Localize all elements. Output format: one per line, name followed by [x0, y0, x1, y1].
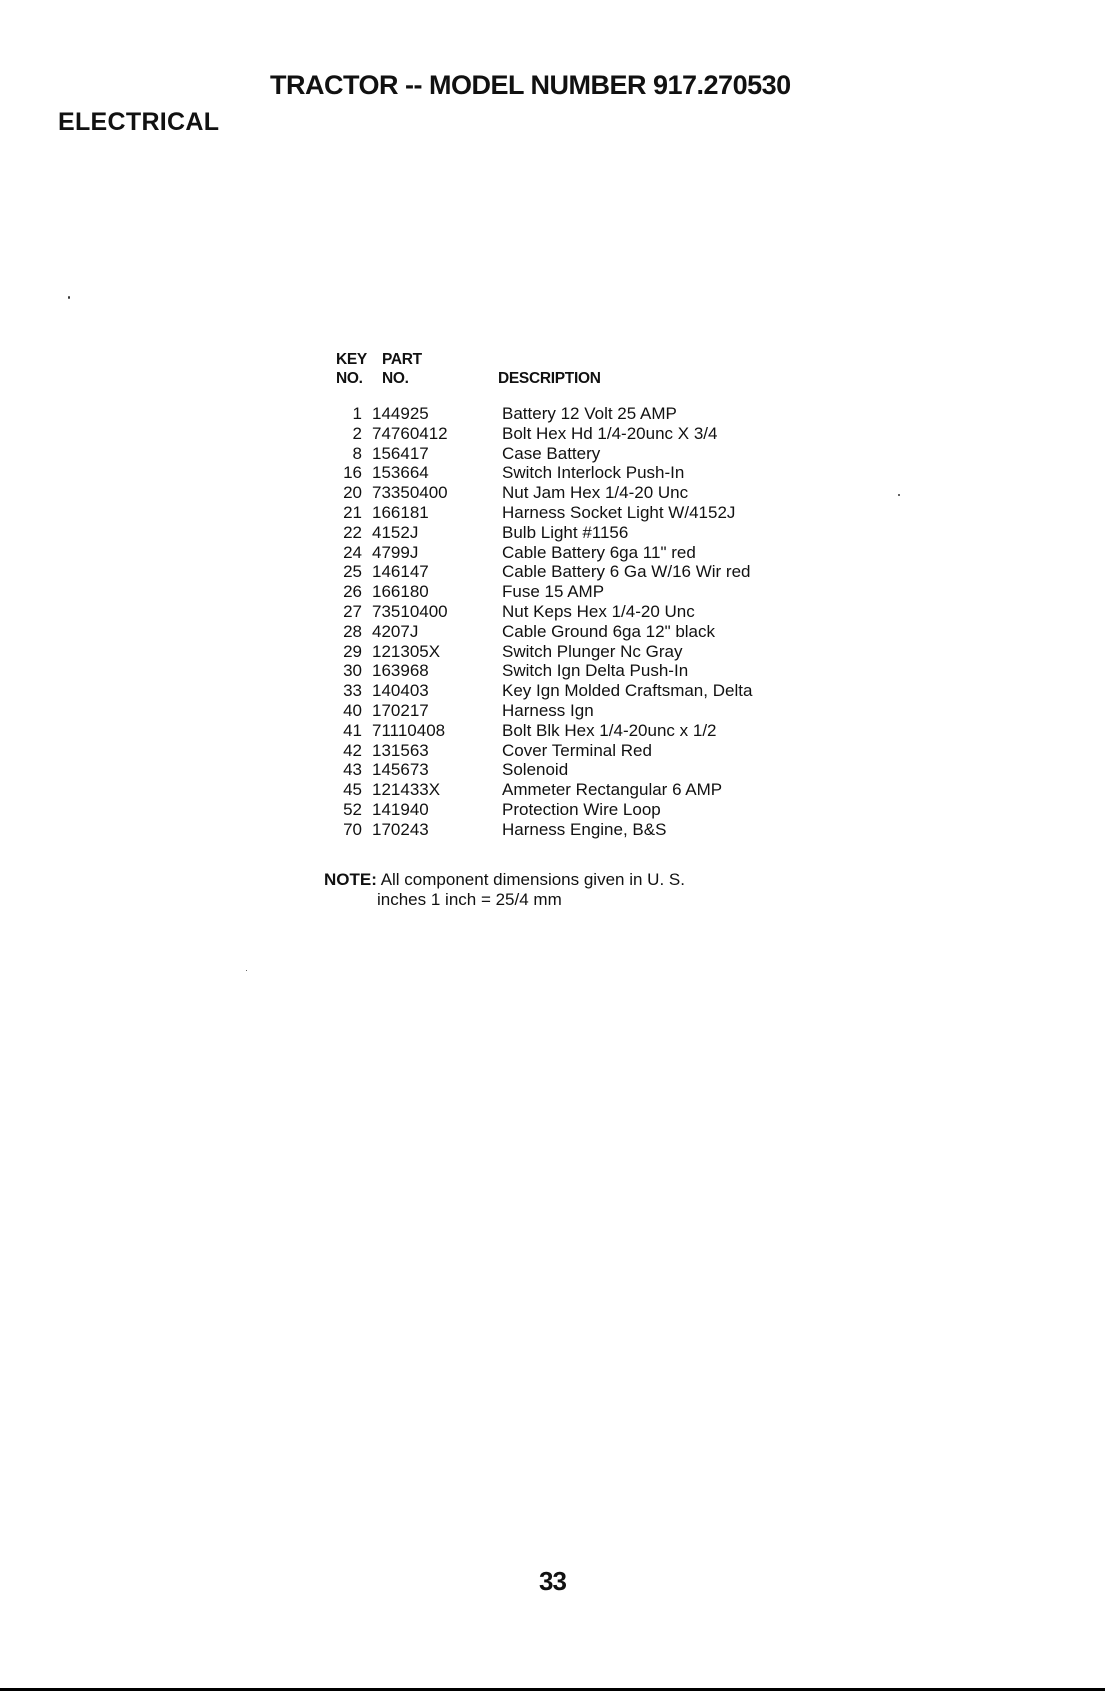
page-title: TRACTOR -- MODEL NUMBER 917.270530 [270, 70, 791, 100]
part-no: 73350400 [372, 483, 448, 503]
part-no: 163968 [372, 661, 429, 681]
key-no: 33 [343, 681, 362, 701]
part-no: 166180 [372, 582, 429, 602]
part-description: Case Battery [502, 443, 601, 463]
part-description: Bolt Hex Hd 1/4-20unc X 3/4 [502, 423, 718, 443]
key-no: 20 [343, 483, 362, 503]
note-line1: All component dimensions given in U. S. [380, 870, 685, 889]
key-no: 45 [343, 780, 362, 800]
key-no: 27 [343, 601, 362, 621]
key-no: 21 [343, 502, 362, 522]
page-number: 33 [539, 1566, 566, 1596]
scan-speck [246, 970, 247, 971]
key-no: 8 [352, 443, 362, 463]
key-no: 1 [352, 404, 362, 423]
key-no: 2 [352, 423, 362, 443]
description-header: DESCRIPTION [498, 370, 601, 387]
part-no: 121433X [372, 780, 441, 800]
dimension-note [324, 870, 685, 910]
key-no-header [336, 350, 367, 388]
key-no: 41 [343, 720, 362, 740]
part-no: 131563 [372, 740, 429, 760]
note-label: NOTE: [324, 870, 377, 889]
scan-speck [898, 494, 900, 496]
part-no: 166181 [372, 502, 429, 522]
part-no: 153664 [372, 463, 429, 483]
part-description: Key Ign Molded Craftsman, Delta [502, 681, 753, 701]
key-no: 43 [343, 760, 362, 780]
note-line2: inches 1 inch = 25/4 mm [377, 890, 562, 909]
part-no: 4799J [372, 542, 419, 562]
part-description: Switch Interlock Push-In [502, 463, 685, 483]
part-no: 71110408 [372, 720, 446, 740]
key-no: 25 [343, 562, 362, 582]
key-no: 42 [343, 740, 362, 760]
part-no: 146147 [372, 562, 429, 582]
key-no: 26 [343, 582, 362, 602]
part-description: Cable Ground 6ga 12" black [502, 621, 716, 641]
part-description: Cover Terminal Red [502, 740, 652, 760]
part-description: Solenoid [502, 760, 569, 780]
key-no: 24 [343, 542, 362, 562]
part-description: Cable Battery 6 Ga W/16 Wir red [502, 562, 751, 582]
key-header-line1: KEY [336, 351, 367, 368]
key-no: 28 [343, 621, 362, 641]
part-description: Cable Battery 6ga 11" red [502, 542, 696, 562]
key-header-line2: NO. [336, 370, 363, 387]
part-description: Harness Ign [502, 700, 594, 720]
key-no: 29 [343, 641, 362, 661]
part-description: Bulb Light #1156 [502, 522, 629, 542]
part-no: 156417 [372, 443, 429, 463]
part-no: 4152J [372, 522, 419, 542]
part-no: 170217 [372, 700, 429, 720]
part-description: Ammeter Rectangular 6 AMP [502, 780, 723, 800]
part-description: Switch Ign Delta Push-In [502, 661, 689, 681]
part-no: 144925 [372, 404, 429, 423]
part-description: Harness Engine, B&S [502, 819, 667, 839]
part-header-line2: NO. [382, 370, 409, 387]
part-description: Bolt Blk Hex 1/4-20unc x 1/2 [502, 720, 717, 740]
scan-speck [68, 296, 70, 299]
part-no: 73510400 [372, 601, 448, 621]
key-no: 40 [343, 700, 362, 720]
part-no: 141940 [372, 799, 429, 819]
key-no: 52 [343, 799, 362, 819]
part-no-header [382, 350, 422, 388]
part-description: Fuse 15 AMP [502, 582, 605, 602]
key-no: 16 [343, 463, 362, 483]
section-heading: ELECTRICAL [58, 108, 220, 136]
part-description: Protection Wire Loop [502, 799, 661, 819]
part-description: Switch Plunger Nc Gray [502, 641, 683, 661]
part-no: 170243 [372, 819, 429, 839]
part-no: 145673 [372, 760, 429, 780]
part-description: Nut Keps Hex 1/4-20 Unc [502, 601, 695, 621]
part-no: 74760412 [372, 423, 448, 443]
part-no: 140403 [372, 681, 429, 701]
key-no: 70 [343, 819, 362, 839]
part-description: Nut Jam Hex 1/4-20 Unc [502, 483, 689, 503]
part-description: Harness Socket Light W/4152J [502, 502, 736, 522]
part-header-line1: PART [382, 351, 422, 368]
part-no: 121305X [372, 641, 441, 661]
key-no: 30 [343, 661, 362, 681]
key-no: 22 [343, 522, 362, 542]
part-description: Battery 12 Volt 25 AMP [502, 404, 677, 423]
part-no: 4207J [372, 621, 419, 641]
